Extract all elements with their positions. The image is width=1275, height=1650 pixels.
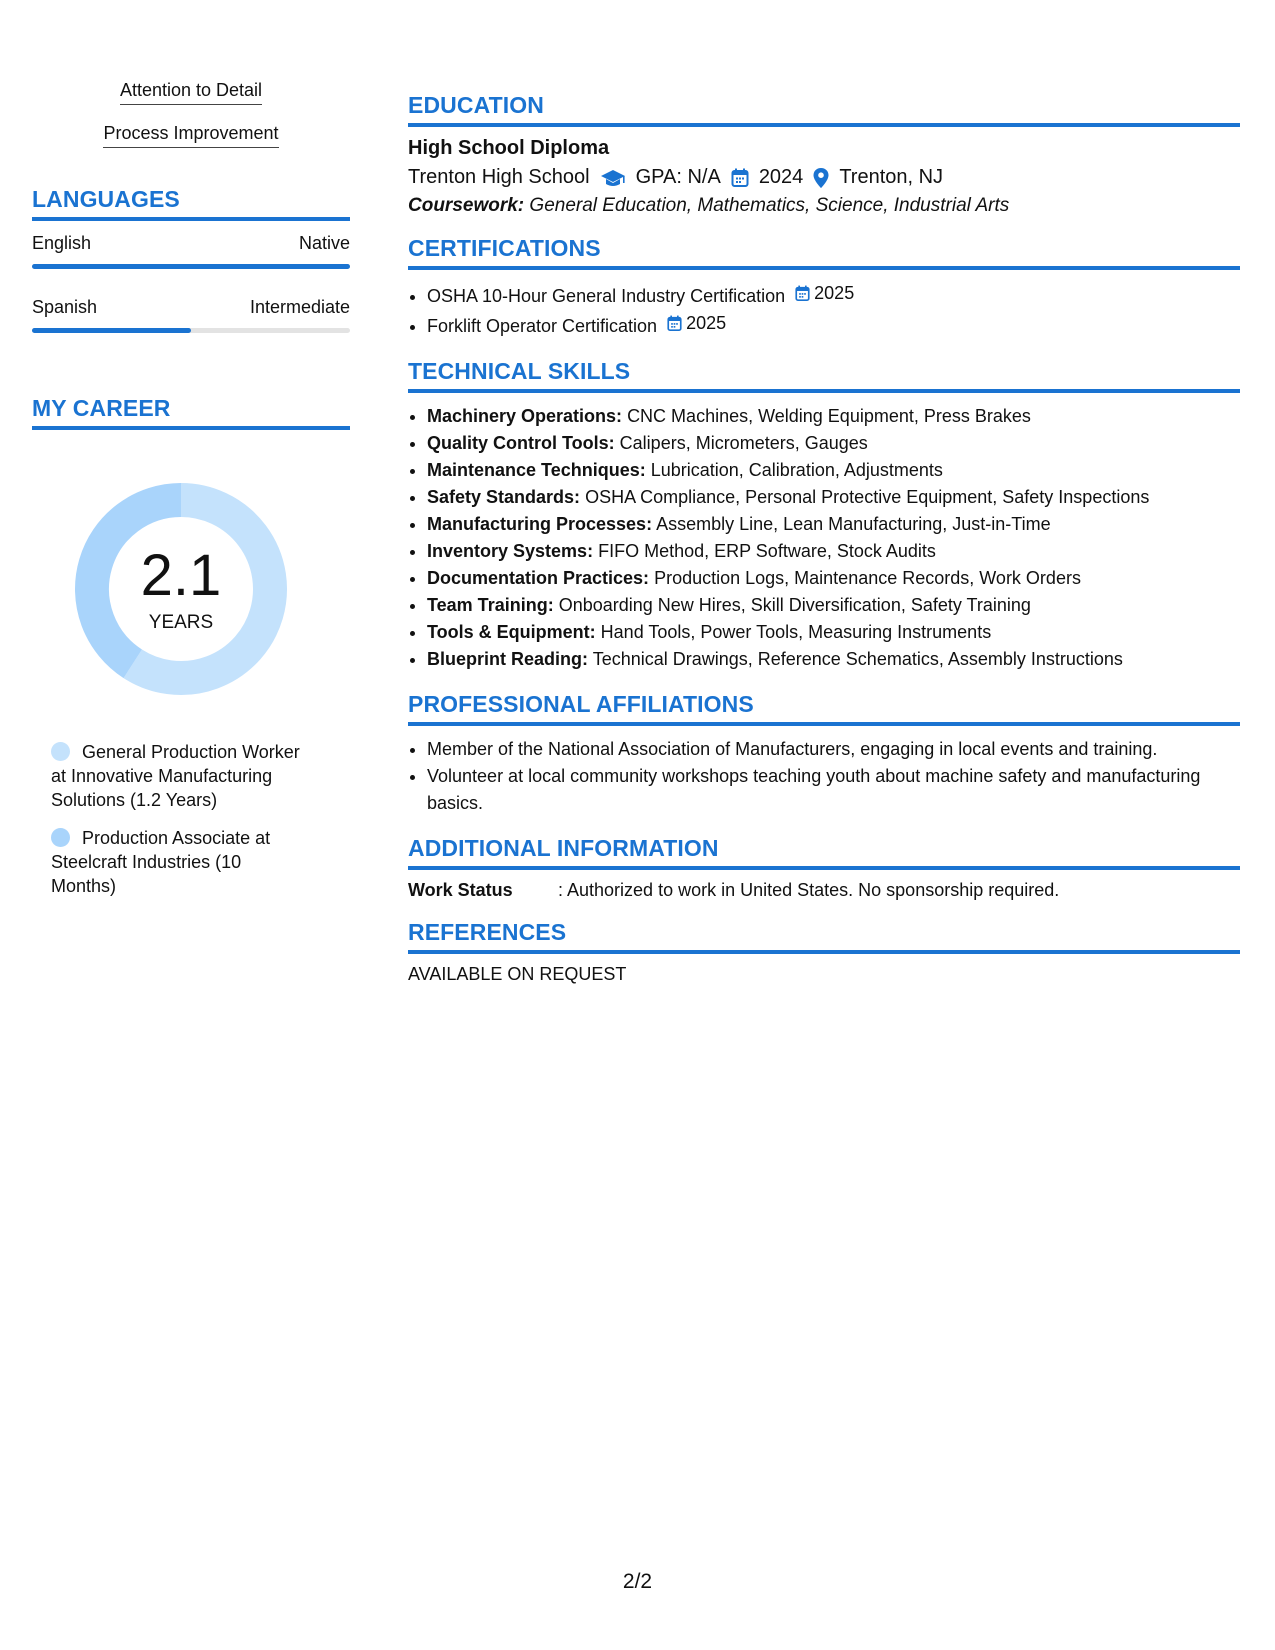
legend-dot	[51, 742, 70, 761]
skill-row: • Team Training: Onboarding New Hires, Skill Diversification, Safety Training	[427, 592, 1240, 619]
education-section	[408, 92, 1240, 217]
language-bar-fill	[32, 328, 191, 333]
map-pin-icon	[813, 168, 829, 188]
additional-info-title: ADDITIONAL INFORMATION	[408, 835, 1240, 870]
affiliation-item: • Volunteer at local community workshops teaching youth about machine safety and manufacturing basics.	[427, 763, 1240, 817]
skill-row: • Documentation Practices: Production Logs, Maintenance Records, Work Orders	[427, 565, 1240, 592]
certification-item: • OSHA 10-Hour General Industry Certification 2025	[427, 280, 1240, 310]
calendar-icon	[731, 168, 749, 188]
career-total-unit: YEARS	[148, 612, 214, 633]
career-title: MY CAREER	[32, 395, 350, 430]
affiliations-list	[408, 736, 1240, 817]
degree: High School Diploma	[408, 137, 610, 159]
skill-row: • Manufacturing Processes: Assembly Line, Lean Manufacturing, Just-in-Time	[427, 511, 1240, 538]
career-donut	[66, 474, 296, 704]
school-name: Trenton High School	[408, 166, 590, 188]
education-title: EDUCATION	[408, 92, 1240, 127]
legend-dot	[51, 828, 70, 847]
skill-row: • Quality Control Tools: Calipers, Micrometers, Gauges	[427, 430, 1240, 457]
career-list	[51, 740, 311, 898]
skill-item: Attention to Detail	[32, 80, 350, 105]
coursework: Coursework: General Education, Mathematics, Science, Industrial Arts	[408, 195, 1010, 216]
skill-row: • Machinery Operations: CNC Machines, Welding Equipment, Press Brakes	[427, 403, 1240, 430]
certifications-list	[408, 280, 1240, 340]
work-status-value: : Authorized to work in United States. No sponsorship required.	[558, 880, 1060, 900]
skill-item: Process Improvement	[32, 123, 350, 148]
language-english	[32, 233, 350, 269]
language-name: Spanish	[32, 297, 98, 317]
career-item: Production Associate at Steelcraft Industries (10 Months)	[51, 828, 271, 896]
certifications-section	[408, 235, 1240, 340]
certification-year: 2025	[814, 283, 855, 303]
language-level: Intermediate	[249, 297, 350, 317]
skill-row: • Blueprint Reading: Technical Drawings, Reference Schematics, Assembly Instructions	[427, 646, 1240, 673]
gpa: GPA: N/A	[635, 166, 721, 188]
technical-skills-list	[408, 403, 1240, 673]
work-status-label: Work Status	[408, 880, 513, 900]
skill-row: • Safety Standards: OSHA Compliance, Personal Protective Equipment, Safety Inspections	[427, 484, 1240, 511]
language-level: Native	[298, 233, 350, 253]
education-details	[408, 166, 1240, 189]
references-title: REFERENCES	[408, 919, 1240, 954]
language-bar-fill	[32, 264, 350, 269]
references-text: AVAILABLE ON REQUEST	[408, 964, 627, 984]
language-bar	[32, 264, 350, 269]
career-total-years: 2.1	[140, 543, 222, 608]
certification-item: • Forklift Operator Certification 2025	[427, 310, 1240, 340]
graduation-cap-icon	[600, 168, 626, 188]
right-column	[408, 92, 1240, 1003]
language-bar	[32, 328, 350, 333]
calendar-icon	[795, 285, 810, 302]
affiliations-title: PROFESSIONAL AFFILIATIONS	[408, 691, 1240, 726]
affiliation-item: • Member of the National Association of Manufacturers, engaging in local events and training.	[427, 736, 1240, 763]
language-spanish	[32, 297, 350, 333]
skill-row: • Inventory Systems: FIFO Method, ERP Software, Stock Audits	[427, 538, 1240, 565]
certifications-title: CERTIFICATIONS	[408, 235, 1240, 270]
left-column	[32, 80, 350, 912]
skill-row: • Maintenance Techniques: Lubrication, Calibration, Adjustments	[427, 457, 1240, 484]
additional-info-section	[408, 835, 1240, 901]
certification-year: 2025	[686, 313, 727, 333]
career-item: General Production Worker at Innovative Manufacturing Solutions (1.2 Years)	[51, 742, 300, 810]
school-location: Trenton, NJ	[839, 166, 944, 188]
technical-skills-section	[408, 358, 1240, 673]
language-name: English	[32, 233, 92, 253]
languages-title: LANGUAGES	[32, 186, 350, 221]
references-section	[408, 919, 1240, 985]
work-status-row	[408, 880, 1240, 901]
skill-row: • Tools & Equipment: Hand Tools, Power Tools, Measuring Instruments	[427, 619, 1240, 646]
page-number: 2/2	[622, 1570, 653, 1593]
technical-skills-title: TECHNICAL SKILLS	[408, 358, 1240, 393]
affiliations-section	[408, 691, 1240, 817]
graduation-year: 2024	[758, 166, 804, 188]
calendar-icon	[667, 315, 682, 332]
